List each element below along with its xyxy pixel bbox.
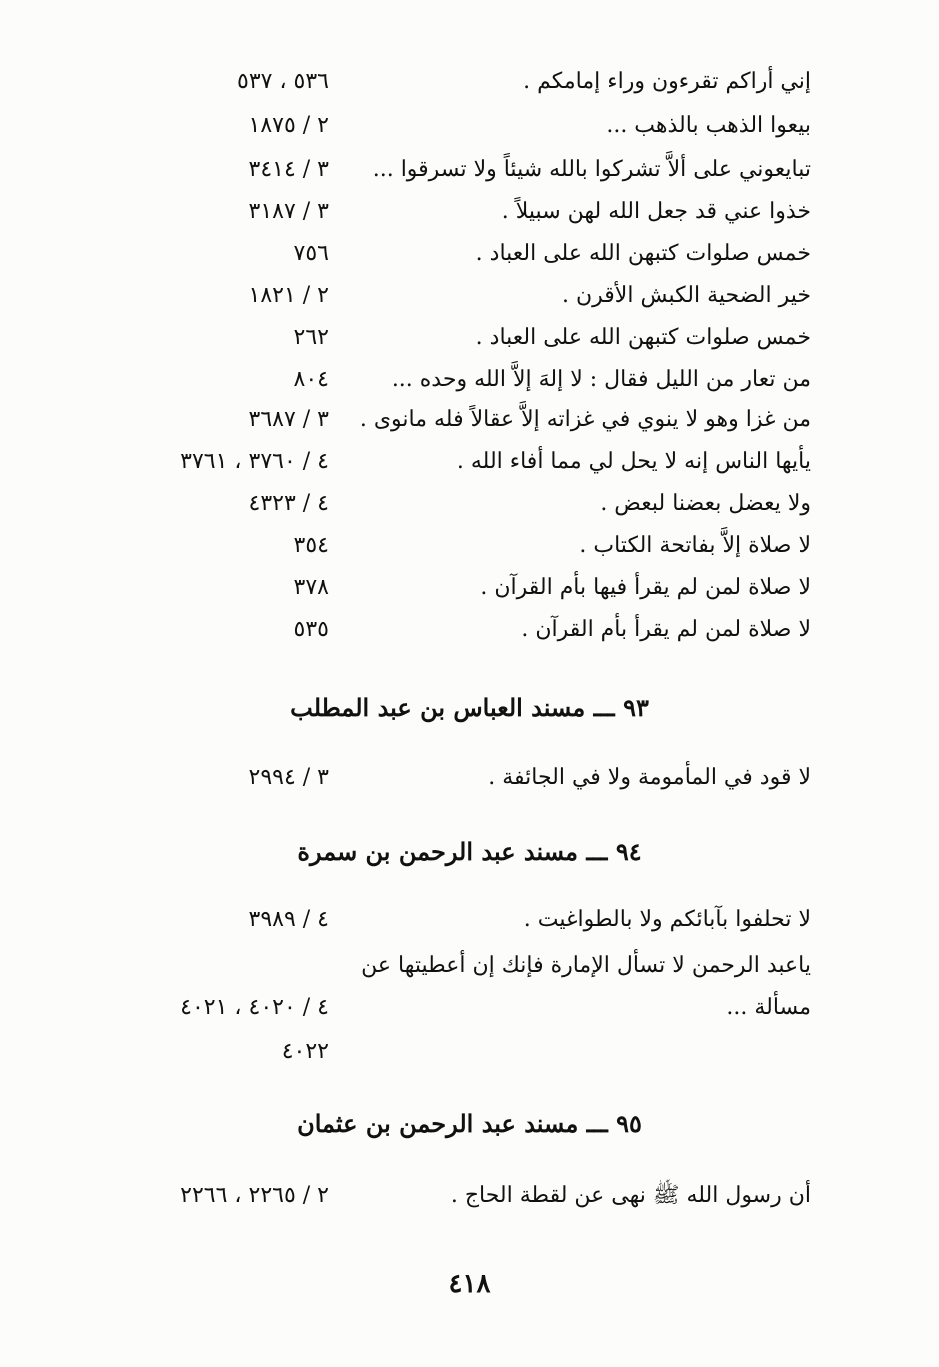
list-item <box>0 986 939 1030</box>
hadith-text: إني أراكم تقرءون وراء إمامكم . <box>523 69 811 94</box>
list-item <box>0 398 939 442</box>
reference-number: ٢ / ٢٢٦٥ ، ٢٢٦٦ <box>180 1183 329 1208</box>
list-item <box>0 104 939 148</box>
section-heading: ٩٥ ـــ مسند عبد الرحمن بن عثمان <box>297 1109 642 1138</box>
hadith-text: من تعار من الليل فقال : لا إلهَ إلاَّ الله وحده ... <box>391 367 811 392</box>
hadith-text: مسألة ... <box>726 995 811 1020</box>
reference-number: ٣٧٨ <box>293 575 329 600</box>
list-item <box>0 440 939 484</box>
list-item <box>0 148 939 192</box>
list-item <box>0 60 939 104</box>
hadith-text: تبايعوني على ألاَّ تشركوا بالله شيئاً ولا تسرقوا ... <box>372 157 811 182</box>
reference-number: ٨٠٤ <box>293 367 329 392</box>
hadith-text: بيعوا الذهب بالذهب ... <box>606 113 811 138</box>
list-item <box>0 608 939 652</box>
reference-number: ٥٣٦ ، ٥٣٧ <box>237 69 329 94</box>
reference-number: ٧٥٦ <box>293 241 329 266</box>
hadith-text: خير الضحية الكبش الأقرن . <box>562 283 811 308</box>
page-number: ٤١٨ <box>448 1269 491 1299</box>
hadith-text: ياعبد الرحمن لا تسأل الإمارة فإنك إن أعطيتها عن <box>361 953 811 978</box>
list-item <box>0 274 939 318</box>
reference-number: ٤ / ٣٩٨٩ <box>248 907 329 932</box>
list-item <box>0 944 939 988</box>
hadith-text: لا صلاة لمن لم يقرأ بأم القرآن . <box>521 617 811 642</box>
hadith-text: يأيها الناس إنه لا يحل لي مما أفاء الله . <box>456 449 811 474</box>
section-heading: ٩٣ ـــ مسند العباس بن عبد المطلب <box>290 693 649 722</box>
hadith-text: ولا يعضل بعضنا لبعض . <box>600 491 811 516</box>
reference-number: ٤ / ٤٣٢٣ <box>248 491 329 516</box>
hadith-text: أن رسول الله ﷺ نهى عن لقطة الحاج . <box>450 1183 811 1208</box>
hadith-text: لا قود في المأمومة ولا في الجائفة . <box>488 765 811 790</box>
hadith-text: لا تحلفوا بآبائكم ولا بالطواغيت . <box>523 907 811 932</box>
list-item <box>0 316 939 360</box>
reference-number: ٣٥٤ <box>293 533 329 558</box>
list-item <box>0 566 939 610</box>
reference-number: ٤ / ٣٧٦٠ ، ٣٧٦١ <box>180 449 329 474</box>
reference-number: ٢ / ١٨٧٥ <box>248 113 329 138</box>
list-item <box>0 756 939 800</box>
reference-number: ٢ / ١٨٢١ <box>248 283 329 308</box>
list-item <box>0 358 939 402</box>
reference-number: ٤ / ٤٠٢٠ ، ٤٠٢١ <box>180 995 329 1020</box>
list-item <box>0 190 939 234</box>
hadith-text: خذوا عني قد جعل الله لهن سبيلاً . <box>501 199 811 224</box>
list-item <box>0 1174 939 1218</box>
list-item <box>0 232 939 276</box>
reference-number: ٥٣٥ <box>293 617 329 642</box>
reference-number: ٣ / ٢٩٩٤ <box>248 765 329 790</box>
hadith-text: لا صلاة إلاَّ بفاتحة الكتاب . <box>579 533 811 558</box>
hadith-text: خمس صلوات كتبهن الله على العباد . <box>475 325 811 350</box>
list-item <box>0 524 939 568</box>
section-heading: ٩٤ ـــ مسند عبد الرحمن بن سمرة <box>297 837 642 866</box>
reference-number: ٣ / ٣٤١٤ <box>248 157 329 182</box>
hadith-text: من غزا وهو لا ينوي في غزاته إلاَّ عقالاً فله مانوى . <box>359 407 811 432</box>
reference-number: ٢٦٢ <box>293 325 329 350</box>
list-item <box>0 482 939 526</box>
list-item <box>0 1030 939 1074</box>
reference-number: ٣ / ٣٦٨٧ <box>248 407 329 432</box>
hadith-text: لا صلاة لمن لم يقرأ فيها بأم القرآن . <box>480 575 811 600</box>
list-item <box>0 898 939 942</box>
reference-number: ٣ / ٣١٨٧ <box>248 199 329 224</box>
reference-number: ٤٠٢٢ <box>281 1039 329 1064</box>
hadith-text: خمس صلوات كتبهن الله على العباد . <box>475 241 811 266</box>
